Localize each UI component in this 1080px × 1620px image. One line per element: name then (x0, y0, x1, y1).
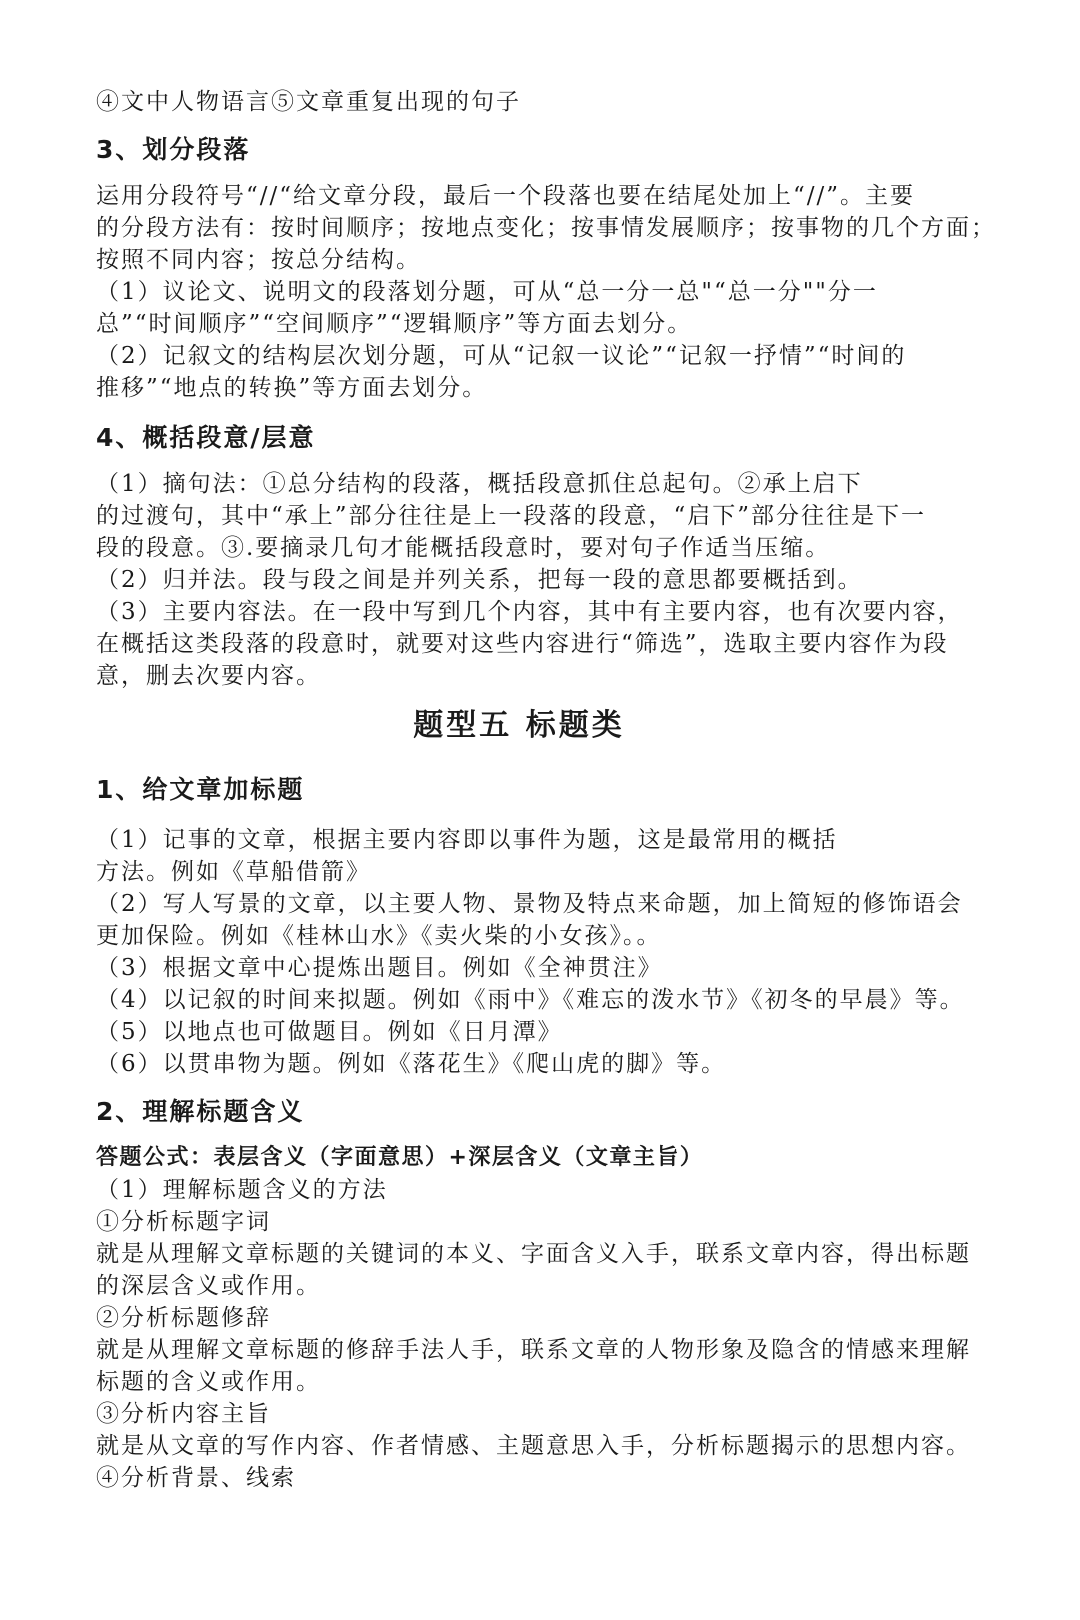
section-heading: 3、划分段落 (96, 135, 251, 164)
text-line: （3）主要内容法。在一段中写到几个内容，其中有主要内容，也有次要内容， (96, 599, 963, 625)
answer-formula: 答题公式：表层含义（字面意思）+深层含义（文章主旨） (96, 1145, 704, 1170)
section-heading: 2、理解标题含义 (96, 1097, 305, 1126)
text-line: 就是从理解文章标题的关键词的本义、字面含义入手，联系文章内容，得出标题 (96, 1241, 971, 1267)
text-line: （1）摘句法：①总分结构的段落，概括段意抓住总起句。②承上启下 (96, 471, 863, 497)
section-heading: 4、概括段意/层意 (96, 423, 316, 452)
section-heading: 1、给文章加标题 (96, 775, 305, 804)
text-line: 就是从文章的写作内容、作者情感、主题意思入手，分析标题揭示的思想内容。 (96, 1433, 971, 1459)
text-line: （2）写人写景的文章，以主要人物、景物及特点来命题，加上简短的修饰语会 (96, 891, 963, 917)
text-line: （2）记叙文的结构层次划分题，可从“记叙一议论”“记叙一抒情”“时间的 (96, 343, 907, 369)
text-line: （3）根据文章中心提炼出题目。例如《全神贯注》 (96, 955, 663, 981)
text-line: （4）以记叙的时间来拟题。例如《雨中》《难忘的泼水节》《初冬的早晨》等。 (96, 987, 965, 1013)
text-line: 更加保险。例如《桂林山水》《卖火柴的小女孩》。。 (96, 923, 662, 949)
text-line: 总”“时间顺序”“空间顺序”“逻辑顺序”等方面去划分。 (96, 311, 693, 337)
text-line: （5）以地点也可做题目。例如《日月潭》 (96, 1019, 563, 1045)
text-line: 在概括这类段落的段意时，就要对这些内容进行“筛选”，选取主要内容作为段 (96, 631, 949, 657)
paragraph (96, 1174, 971, 1494)
text-line: 的分段方法有：按时间顺序；按地点变化；按事情发展顺序；按事物的几个方面； (96, 215, 996, 241)
paragraph (96, 468, 962, 692)
text-line: （2）归并法。段与段之间是并列关系，把每一段的意思都要概括到。 (96, 567, 863, 593)
text-line: （1）记事的文章，根据主要内容即以事件为题，这是最常用的概括 (96, 827, 838, 853)
paragraph (96, 180, 996, 404)
text-line: 就是从理解文章标题的修辞手法人手，联系文章的人物形象及隐含的情感来理解 (96, 1337, 971, 1363)
page-title: 题型五 标题类 (413, 708, 625, 743)
text-line: 方法。例如《草船借箭》 (96, 859, 371, 885)
text-line: （1）理解标题含义的方法 (96, 1177, 388, 1203)
text-line: 运用分段符号“//“给文章分段，最后一个段落也要在结尾处加上“//”。主要 (96, 183, 916, 209)
text-line: ④文中人物语言⑤文章重复出现的句子 (96, 89, 521, 115)
text-line: 的深层含义或作用。 (96, 1273, 321, 1299)
text-line: 段的段意。③.要摘录几句才能概括段意时，要对句子作适当压缩。 (96, 535, 831, 561)
text-line: ③分析内容主旨 (96, 1401, 271, 1427)
text-line: ①分析标题字词 (96, 1209, 271, 1235)
text-line: 的过渡句，其中“承上”部分往往是上一段落的段意，“启下”部分往往是下一 (96, 503, 927, 529)
text-line: ②分析标题修辞 (96, 1305, 271, 1331)
paragraph (96, 824, 965, 1080)
text-line: 标题的含义或作用。 (96, 1369, 321, 1395)
text-line: 意，删去次要内容。 (96, 663, 321, 689)
text-line: 推移”“地点的转换”等方面去划分。 (96, 375, 488, 401)
text-line: 按照不同内容；按总分结构。 (96, 247, 421, 273)
text-line: （6）以贯串物为题。例如《落花生》《爬山虎的脚》等。 (96, 1051, 727, 1077)
text-line: （1）议论文、说明文的段落划分题，可从“总一分一总"“总一分""分一 (96, 279, 878, 305)
text-line: ④分析背景、线索 (96, 1465, 296, 1491)
